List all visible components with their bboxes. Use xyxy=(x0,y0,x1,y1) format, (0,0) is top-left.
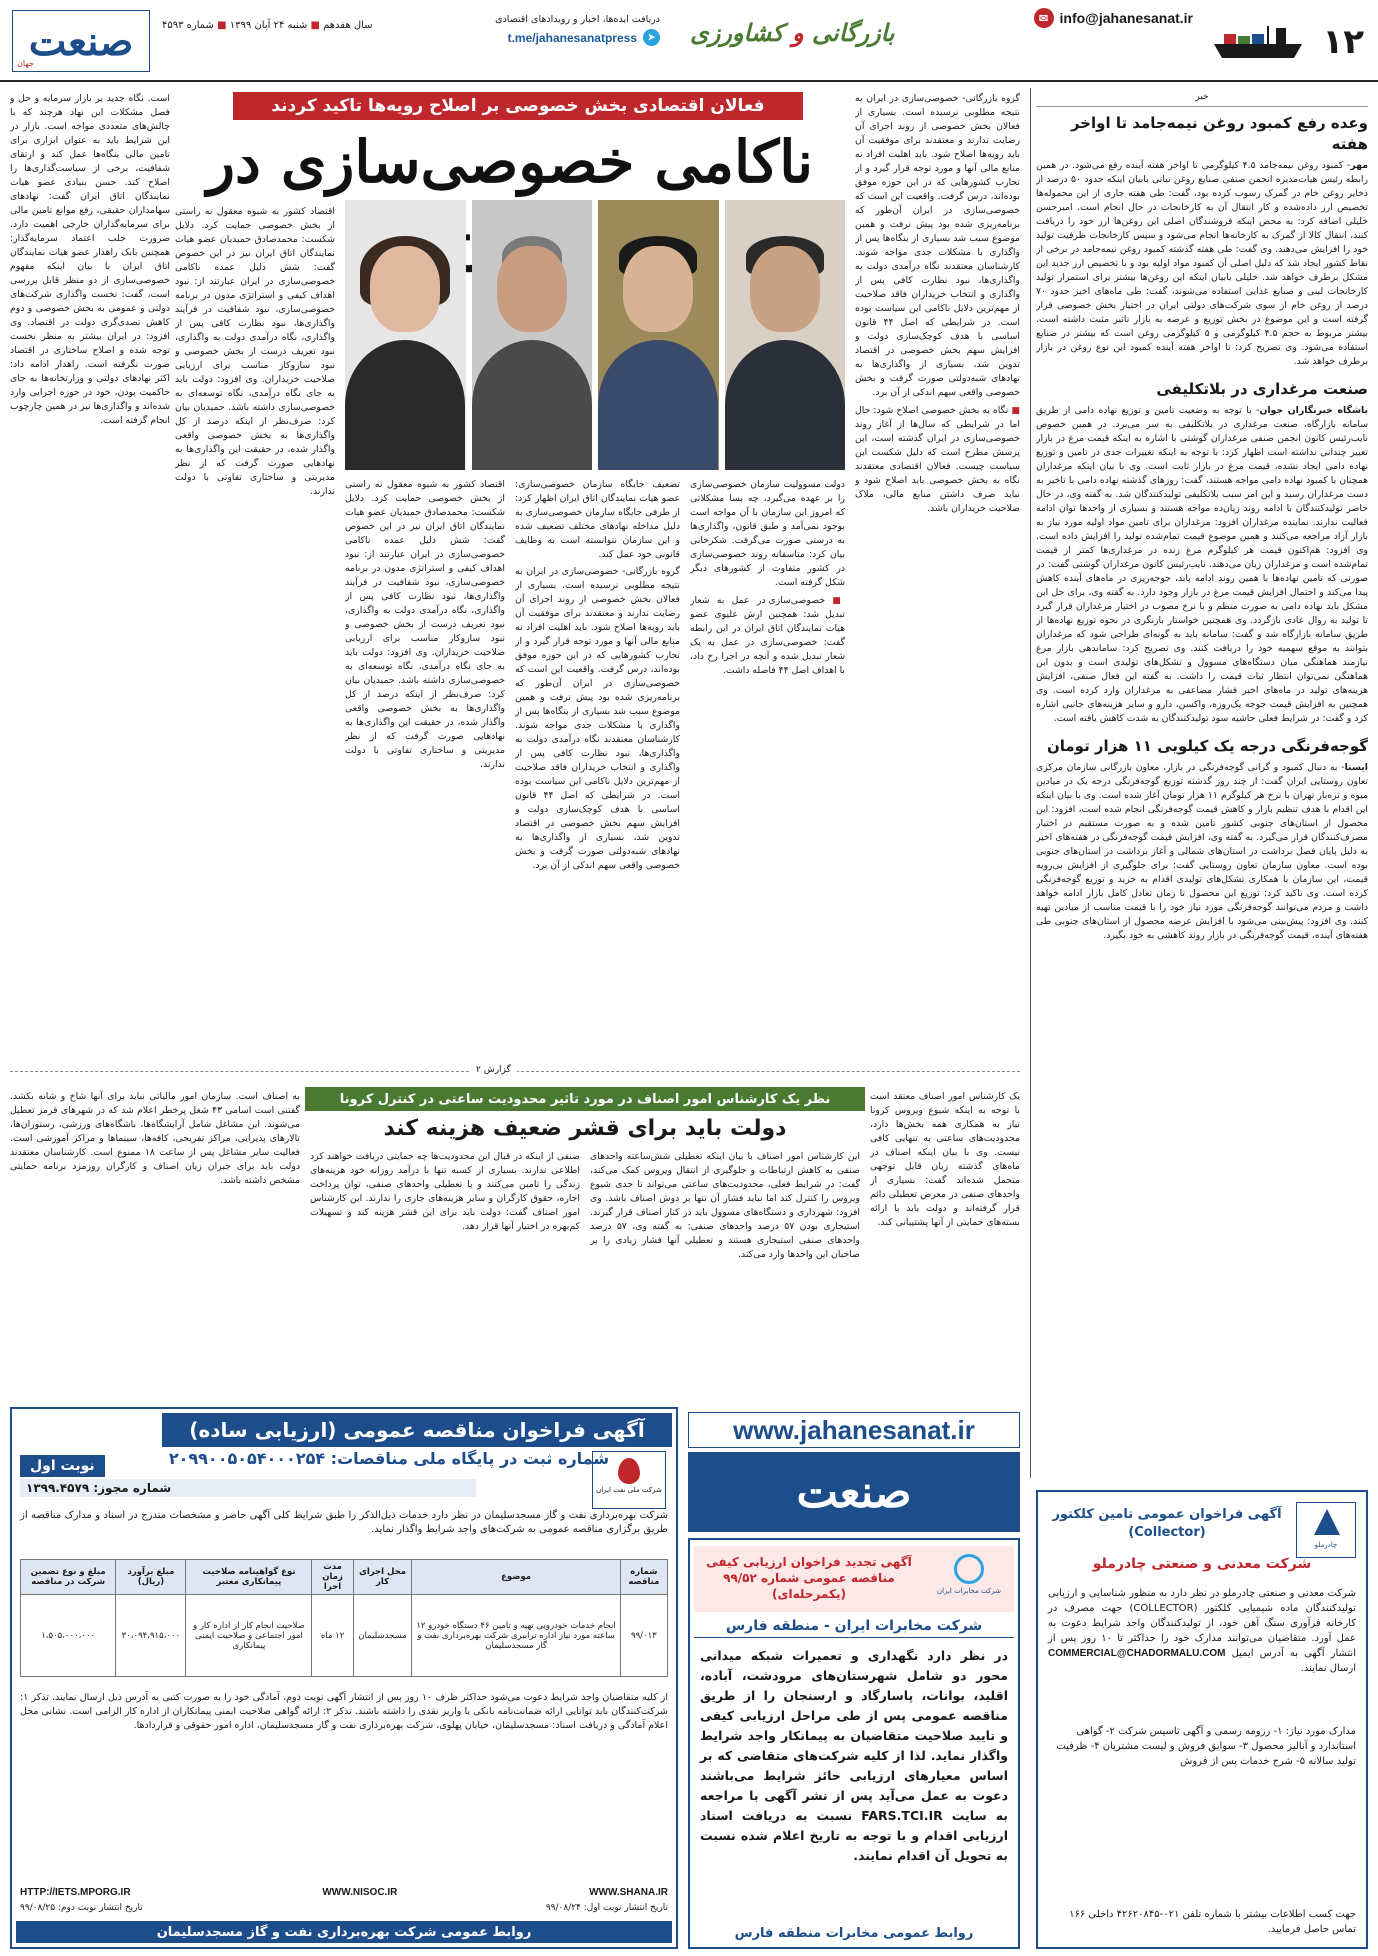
feature-column-c: است. نگاه جدید بر بازار سرمایه و حل و فصل مشکلات این نهاد هرچند که با چالش‌های متعددی مواجه است. بازار در این شرایط باید به عنوان ابزاری برای تامین مالی بنگاه‌ها عمل کند و ارتقای شفافیت، برخی از سیاست‌گذاری‌ها را اصلاح کند. حسن بنیادی عضو هیات نمایندگان اتاق ایران گفت: نهادهای سهامداران حقیقی، رفع موانع تامین مالی برای سرمایه‌گذاران خارجی اهمیت دارد. ضرورت جلب اعتماد سرمایه‌گذار: همچنین بابک راهدار عضو هیات نمایندگان اتاق ایران با بیان اینکه مفهوم خصوصی‌سازی از دو منظر قابل بررسی است، گفت: نخست واگذاری شرکت‌های دولتی و عمومی به بخش خصوصی و دوم کاهش تصدی‌گری دولت در اقتصاد. وی افزود: در ایران بیشتر به منظر نخست توجه شده و اصلاح ساختاری در اقتصاد صورت نگرفته است. راهدار ادامه داد: اکثر نهادهای دولتی و وزارتخانه‌ها به جای حاکمیت بودن، خود در حوزه اجرایی وارد شده‌اند و واگذاری‌ها نیز در همین چارچوب انجام گرفته است. xyxy=(10,93,170,426)
cargo-ship-icon xyxy=(1210,24,1306,60)
table-header: مدت زمان اجرا xyxy=(312,1560,353,1595)
tender-license: شماره مجوز: ۱۳۹۹.۴۵۷۹ xyxy=(20,1479,476,1497)
mail-icon: ✉ xyxy=(1034,8,1054,28)
telegram-link[interactable]: t.me/jahanesanatpress ➤ xyxy=(430,29,660,46)
table-header: مبلغ برآورد (ریال) xyxy=(116,1560,186,1595)
feature-column-d2: تضعیف جایگاه سازمان خصوصی‌سازی: عضو هیات نمایندگان اتاق ایران اظهار کرد: از طرفی جایگاه سازمان خصوصی‌سازی به دلیل مداخله نهادهای مختلف تضعیف شده و این سازمان نتوانسته است به وظایف قانونی خود عمل کند. گروه بازرگانی- خصوصی‌سازی در ایران به نتیجه مطلوبی نرسیده است. بسیاری از فعالان بخش خصوصی از روند اجرای آن رضایت ندارند و معتقدند برای موفقیت آن باید رویه‌ها اصلاح شود. باید اهلیت افراد نه منابع مالی آنها و مورد توجه قرار گیرد و از تجارب کشورهایی که در این حوزه موفق بوده‌اند، درس گرفت. واقعیت این است که خصوصی‌سازی در ایران آن‌طور که برنامه‌ریزی شده بود پیش نرفت و همین موضوع سبب شد بسیاری از بنگاه‌ها پس از واگذاری با مشکلات جدی مواجه شوند. کارشناسان معتقدند نگاه درآمدی دولت به واگذاری‌ها، نبود نظارت کافی پس از واگذاری و انتخاب خریداران فاقد صلاحیت از مهم‌ترین دلایل ناکامی این سیاست بوده است. در شرایطی که اصل ۴۴ قانون اساسی با هدف کوچک‌سازی دولت و افزایش سهم بخش خصوصی در اقتصاد تدوین شد، بسیاری از واگذاری‌ها به نهادهای شبه‌دولتی صورت گرفت و بخش خصوصی واقعی سهم اندکی از آن برد. xyxy=(515,479,680,871)
telecom-org: شرکت مخابرات ایران - منطقه فارس xyxy=(694,1618,1014,1638)
telegram-block xyxy=(430,14,660,46)
tender-turn-badge: نوبت اول xyxy=(20,1455,105,1477)
tender-url-link[interactable]: WWW.NISOC.IR xyxy=(322,1887,398,1898)
telecom-ad-sign: روابط عمومی مخابرات منطقه فارس xyxy=(734,1926,974,1941)
chadormalu-docs-list: مدارک مورد نیاز: ۱- رزومه رسمی و آگهی تاسیس شرکت ۲- گواهی استاندارد و آنالیز محصول ۳- سوابق فروش و لیست مشتریان ۴- ظرفیت تولید سالانه ۵- شرح خدمات پس از فروش xyxy=(1056,1726,1356,1767)
news-title-poultry: صنعت مرغداری در بلاتکلیفی xyxy=(1156,380,1368,398)
tender-urls xyxy=(20,1887,668,1898)
tender-registration: شماره ثبت در پایگاه ملی مناقصات: ۲۰۹۹۰۰۵۰۵۴۰۰۰۲۵۴ xyxy=(168,1449,610,1468)
telegram-icon: ➤ xyxy=(643,29,660,46)
table-header: شماره مناقصه xyxy=(620,1560,667,1595)
feature-photo-strip xyxy=(345,200,845,470)
tender-footer: روابط عمومی شرکت بهره‌برداری نفت و گاز مسجدسلیمان xyxy=(16,1921,672,1943)
masthead xyxy=(0,0,1378,82)
table-header: نوع گواهینامه صلاحیت پیمانکاری معتبر xyxy=(186,1560,312,1595)
news-body-oil: مهر- کمبود روغن نیمه‌جامد ۴.۵ کیلوگرمی تا اواخر هفته آینده رفع می‌شود. در همین رابطه رئیس هیات‌مدیره انجمن صنفی صنایع روغن نباتی بابیان اینکه حدود ۵۰ درصد از ذخایر روغن خام در گمرک رسوب کرده بود، گفت: طی هفته جاری از این محموله‌ها تخصیص ارز داده‌شده و کار انتقال آن به کارخانجات در حال انجام است. امیرحسن خلیلی اضافه کرد: به محض اینکه فروشندگان اصلی این روغن‌ها ارز خود را دریافت کنند، انتقال کالا از گمرک به کارخانه‌ها انجام می‌شود و سپس کارخانجات ظرفیت تولید خود را افزایش می‌دهند. وی گفت: طی هفته گذشته کمبود روغن نیمه‌جامد در برخی از نقاط کشور ایجاد شد که دلیل اصلی آن کمبود مواد اولیه بود و با تخصیص ارز جدید این مشکل برطرف خواهد شد. خلیلی بابیان اینکه این روغن‌ها بیشتر برای استمرار تولید کارخانجات لبنی و صنایع غذایی استفاده می‌شوند، گفت: طی ماه‌های اخیر حدود ۷۰ درصد از روغن خام از سوی شرکت‌های دولتی ایران در اختیار بخش خصوصی قرار گرفته است و این موضوع در بخش توزیع و عرضه به بازار تاثیر مثبت داشته است. بیشتر مربوط به حجم ۴.۵ کیلوگرمی و ۵ کیلوگرمی روغن است که بیشتر در صنایع استفاده می‌شود. وی تصریح کرد: تا اواخر هفته آینده کمبود این نوع روغن در بازار برطرف خواهد شد. xyxy=(1036,160,1368,367)
chadormalu-ad xyxy=(1036,1490,1368,1949)
chadormalu-ad-title: آگهی فراخوان عمومی تامین کلکتور (Collector) xyxy=(1052,1507,1282,1540)
news-body-tomato: ایسنا- به دنبال کمبود و گرانی گوجه‌فرنگی در بازار، معاون بازرگانی سازمان مرکزی تعاون روستایی ایران گفت: از چند روز گذشته توزیع گوجه‌فرنگی درجه یک در میادین میوه و تره‌بار تهران با نرخ هر کیلوگرم ۱۱ هزار تومان آغاز شده است. وی با بیان اینکه این اقدام با هدف تنظیم بازار و کاهش قیمت گوجه‌فرنگی انجام شده است، افزود: این محصول از استان‌های جنوبی کشور تامین شده و به صورت مستقیم در اختیار مصرف‌کنندگان قرار می‌گیرد. به گفته وی، افزایش قیمت گوجه‌فرنگی در هفته‌های اخیر به دلیل پایان فصل برداشت در استان‌های شمالی و آغاز برداشت در استان‌های جنوبی بوده است. معاون سازمان تعاون روستایی گفت: برای جلوگیری از افزایش بی‌رویه قیمت، این سازمان با همکاری تشکل‌های تولیدی اقدام به خرید و توزیع گوجه‌فرنگی کرده است. وی تاکید کرد: توزیع این محصول تا زمان تعادل کامل بازار ادامه خواهد داشت و مردم می‌توانند گوجه‌فرنگی مورد نیاز خود را با قیمت مناسب از میادین تهیه کنند. وی افزود: پیش‌بینی می‌شود با افزایش عرضه محصول از استان‌های جنوبی طی هفته‌های آینده، قیمت گوجه‌فرنگی در بازار روند کاهشی به خود بگیرد. xyxy=(1036,762,1368,941)
news-title-oil: وعده رفع کمبود روغن نیمه‌جامد تا اواخر هفته xyxy=(1070,114,1368,153)
table-header: محل اجرای کار xyxy=(353,1560,412,1595)
chadormalu-logo: چادرملو xyxy=(1296,1502,1356,1558)
tender-intro: شرکت بهره‌برداری نفت و گاز مسجدسلیمان در نظر دارد خدمات ذیل‌الذکر را طبق شرایط کلی آگهی حاضر و مشخصات مندرج در اسناد و مدارک مناقصه از طریق برگزاری مناقصه عمومی به شرکت‌های واجد شرایط واگذار نماید. xyxy=(20,1510,668,1535)
feature-column-d3: اقتصاد کشور به شیوه معقول نه راستی از بخش خصوصی حمایت کرد. دلایل شکست: محمدصادق حمیدیان عضو هیات نمایندگان اتاق ایران نیز در این خصوص گفت: شش دلیل عمده ناکامی خصوصی‌سازی در ایران عبارتند از: نبود اهداف کیفی و استراتژی مدون در برنامه خصوصی‌سازی، نبود شفافیت در فرآیند واگذاری‌ها، نبود نظارت کافی پس از واگذاری، نگاه درآمدی دولت به واگذاری، نبود تعریف درست از بخش خصوصی و نبود سازوکار مناسب برای ارزیابی صلاحیت خریداران. وی افزود: دولت باید به جای نگاه درآمدی، نگاه توسعه‌ای به خصوصی‌سازی داشته باشد. حمیدیان بیان کرد: صرف‌نظر از اینکه درصد از کل واگذاری‌ها به بخش خصوصی واقعی واگذار شده، در حقیقت این واگذاری‌ها به نهادهایی صورت گرفت که از نظر مدیریتی و ساختاری تفاوتی با دولت ندارند. xyxy=(345,479,505,770)
chadormalu-ad-body: شرکت معدنی و صنعتی چادرملو در نظر دارد به منظور شناسایی و ارزیابی تولیدکنندگان ماده شیمیایی کلکتور (COLLECTOR) جهت مصرف در کارخانه فرآوری سنگ آهن خود، از تولیدکنندگان واجد شرایط دعوت به عمل آورد. متقاضیان می‌توانند مدارک خود را حداکثر تا ۱۰ روز پس از انتشار آگهی به آدرس ایمیل COMMERCIAL@CHADORMALU.COM ارسال نمایند. xyxy=(1048,1588,1356,1674)
report-column-4: یک کارشناس امور اصناف معتقد است با توجه به اینکه شیوع ویروس کرونا نیاز به همکاری همه بخش‌ها دارد، محدودیت‌های ساعتی به تنهایی کافی نیست. وی با بیان اینکه اصناف در ماه‌های گذشته زیان قابل توجهی متحمل شده‌اند گفت: بسیاری از واحدهای صنفی در معرض تعطیلی دائم قرار گرفته‌اند و دولت باید با ارائه بسته‌های حمایتی از آنها پشتیبانی کند. xyxy=(870,1091,1020,1228)
oil-company-emblem: شرکت ملی نفت ایران xyxy=(592,1451,666,1509)
tender-table xyxy=(20,1559,668,1677)
person-photo-3 xyxy=(472,200,593,470)
newspaper-logo-ad: صنعت xyxy=(688,1452,1020,1532)
section-title: بازرگانی و کشاورزی xyxy=(690,18,895,47)
website-ad[interactable]: www.jahanesanat.ir xyxy=(688,1412,1020,1448)
report-column-3: این کارشناس امور اصناف با بیان اینکه تعطیلی شش‌ساعته واحدهای صنفی به کاهش ارتباطات و جلوگیری از انتقال ویروس کمک می‌کند، گفت: در شرایط فعلی، محدودیت‌های ساعتی می‌تواند تا حدی شیوع ویروس را کنترل کند اما نباید فشار آن تنها بر دوش اصناف باشد. وی افزود: شهرداری و دستگاه‌های مسوول باید در کنار اصناف قرار گیرند. استیجاری بودن ۵۷ درصد واحدهای صنفی: به گفته وی، ۵۷ درصد واحدهای صنفی استیجاری هستند و تعطیلی آنها فشار زیادی را بر صاحبان این واحدها وارد می‌کند. xyxy=(590,1151,860,1260)
tender-url-link[interactable]: WWW.SHANA.IR xyxy=(589,1887,668,1898)
report-headline: دولت باید برای قشر ضعیف هزینه کند xyxy=(383,1116,787,1141)
telecom-ad-title: آگهی تجدید فراخوان ارزیابی کیفی مناقصه عمومی شماره ۹۹/۵۲ (یکمرحله‌ای) xyxy=(706,1555,912,1601)
tender-url-link[interactable]: HTTP://IETS.MPORG.IR xyxy=(20,1887,131,1898)
news-title-tomato: گوجه‌فرنگی درجه یک کیلویی ۱۱ هزار تومان xyxy=(1046,737,1368,755)
table-row: ۹۹/۰۱۳ انجام خدمات خودرویی تهیه و تامین ۴۶ دستگاه خودرو ۱۲ ساعته مورد نیاز اداره تراببری شرکت بهره‌برداری نفت و گاز مسجدسلیمان مسجدسلیمان ۱۲ ماه صلاحیت انجام کار از اداره کار و امور اجتماعی و صلاحیت ایمنی پیمانکاری ۳۰،۰۹۴،۹۱۵،۰۰۰ ۱،۵۰۵،۰۰۰،۰۰۰ xyxy=(21,1595,668,1677)
news-body-poultry: باشگاه خبرنگاران جوان- با توجه به وضعیت تامین و توزیع نهاده دامی از طریق سامانه بازارگاه، صنعت مرغداری در بلاتکلیفی به سر می‌برد. در همین خصوص نایب‌رئیس کانون انجمن صنفی مرغداران گوشتی با اشاره به اینکه قیمت مرغ در بازار تغییر چندانی نداشته است اظهار کرد: با توجه به اینکه تغییرات جدی در تامین و توزیع نهاده دامی ایجاد نشده، قیمت مرغ در بازار ثابت است. وی با بیان اینکه مرغداران همچنان با کمبود نهاده دامی مواجه هستند، گفت: روزهای گذشته نهاده دامی با تاخیر به دست مرغداران رسید و این امر سبب بلاتکلیفی تولیدکنندگان شد. به گفته وی، در حال حاضر تولیدکنندگان با ادامه روند زیان‌ده مواجه هستند و بسیاری از واحدها توان ادامه فعالیت ندارند. نماینده مرغداران افزود: مرغداران برای تامین مواد اولیه مورد نیاز به بازار آزاد مراجعه می‌کنند و همین موضوع قیمت تمام‌شده تولید را افزایش داده است. وی افزود: هم‌اکنون قیمت هر کیلوگرم مرغ زنده در مرغداری‌ها کمتر از قیمت تمام‌شده است و مرغداران زیان می‌دهند. نایب‌رئیس کانون مرغداران گوشتی گفت: در صورتی که تامین نهاده‌ها با همین روند ادامه یابد، جوجه‌ریزی در ماه‌های آینده کاهش پیدا می‌کند و احتمال افزایش قیمت مرغ در بازار وجود دارد. به گفته وی، برای حل این مشکل باید نهاده دامی به صورت منظم و با نرخ مصوب در اختیار مرغداران قرار گیرد تا تولید به روال عادی بازگردد. وی همچنین خواستار بازنگری در نحوه توزیع نهاده‌ها از طریق سامانه بازارگاه شد و گفت: سامانه باید به گونه‌ای طراحی شود که مرغداران بتوانند به موقع سهمیه خود را دریافت کنند. وی تصریح کرد: ساماندهی بازار مرغ نیازمند هماهنگی میان دستگاه‌های مسوول و تشکل‌های تولیدی است و بدون این هماهنگی نمی‌توان انتظار ثبات قیمت را داشت. به گفته این فعال صنفی، افزایش هزینه‌های تولید در ماه‌های اخیر فشار مضاعفی به مرغداران وارد کرده است. وی همچنین به افزایش قیمت جوجه یک‌روزه، واکسن، دارو و سایر هزینه‌های جانبی اشاره کرد و گفت: در شرایط فعلی حاشیه سود تولیدکنندگان به شدت کاهش یافته است. xyxy=(1036,405,1368,724)
chadormalu-company: شرکت معدنی و صنعتی چادرملو xyxy=(1092,1556,1312,1572)
table-header: مبلغ و نوع تضمین شرکت در مناقصه xyxy=(21,1560,116,1595)
chadormalu-email[interactable]: COMMERCIAL@CHADORMALU.COM xyxy=(1048,1648,1226,1659)
table-header: موضوع xyxy=(412,1560,620,1595)
tender-ad xyxy=(10,1407,678,1949)
newspaper-logo: صنعت جهان xyxy=(12,10,150,72)
report-supertitle: نظر یک کارشناس امور اصناف در مورد تاثیر محدودیت ساعتی در کنترل کرونا xyxy=(305,1087,865,1111)
feature-column-d1: دولت مسوولیت سازمان خصوصی‌سازی را بر عهده می‌گیرد، چه بسا مشکلاتی که امروز این سازمان با آن مواجه است بوجود نمی‌آمد و طبق قانون، واگذاری‌ها به درستی صورت می‌گرفت. شکرخانی بیان کرد: متاسفانه روند خصوصی‌سازی در کشور متفاوت از کشورهای دیگر شکل گرفته است. ■ خصوصی‌سازی در عمل به شعار تبدیل شد: همچنین ارش علیوی عضو هیات نمایندگان اتاق ایران در این رابطه گفت: خصوصی‌سازی در عمل به یک شعار تبدیل شده و آنچه در اجرا رخ داد، با اهداف اصل ۴۴ فاصله داشت. xyxy=(690,478,845,1058)
telecom-logo: شرکت مخابرات ایران xyxy=(934,1554,1004,1608)
report-column-2: صنفی از اینکه در قبال این محدودیت‌ها چه حمایتی دریافت خواهند کرد اطلاعی ندارند. بسیاری از کسبه تنها با درآمد روزانه خود هزینه‌های زندگی را تامین می‌کنند و با تعطیلی واحدهای صنفی، توان پرداخت اجاره، حقوق کارگران و سایر هزینه‌های جاری را ندارند. این کارشناس امور اصناف گفت: دولت باید برای این قشر هزینه کند و تسهیلات کم‌بهره در اختیار آنها قرار دهد. xyxy=(310,1151,580,1232)
person-photo-2 xyxy=(598,200,719,470)
issue-info: سال هفدهم ■ شنبه ۲۴ آبان ۱۳۹۹ ■ شماره ۴۵۹۳ xyxy=(162,20,373,31)
telecom-ad-body: در نظر دارد نگهداری و تعمیرات شبکه میدانی محور دو شامل شهرستان‌های مرودشت، آباده، اقلید، بوانات، پاسارگاد و ارسنجان را از طریق مناقصه عمومی پس از طی مراحل ارزیابی کیفی و تایید صلاحیت متقاضیان به پیمانکار واجد شرایط واگذار نماید. لذا از کلیه شرکت‌های متقاضی که بر اساس معیارهای ارزیابی حائز شرایط می‌باشند دعوت به عمل می‌آید پس از نشر آگهی با مراجعه به سایت FARS.TCI.IR نسبت به دریافت اسناد ارزیابی اقدام و با توجه به تاریخ اعلام شده نسبت به تحویل آن اقدام نمایند. xyxy=(700,1648,1008,1863)
feature-supertitle: فعالان اقتصادی بخش خصوصی بر اصلاح رویه‌ها تاکید کردند xyxy=(233,92,803,120)
telegram-caption: دریافت ایده‌ها، اخبار و رویدادهای اقتصادی xyxy=(495,14,660,25)
tender-publish-dates: تاریخ انتشار نوبت اول: ۹۹/۰۸/۲۴ تاریخ انتشار نوبت دوم: ۹۹/۰۸/۲۵ xyxy=(20,1903,668,1913)
feature-column-intro: گروه بازرگانی- خصوصی‌سازی در ایران به نتیجه مطلوبی نرسیده است. بسیاری از فعالان بخش خصوصی از روند اجرای آن رضایت ندارند و معتقدند برای موفقیت آن باید رویه‌ها اصلاح شود. باید اهلیت افراد نه منابع مالی آنها و مورد توجه قرار گیرد و از تجارب کشورهایی که در این حوزه موفق بوده‌اند، درس گرفت. واقعیت این است که خصوصی‌سازی در ایران آن‌طور که برنامه‌ریزی شده بود پیش نرفت و همین موضوع سبب شد بسیاری از بنگاه‌ها پس از واگذاری با مشکلات جدی مواجه شوند. کارشناسان معتقدند نگاه درآمدی دولت به واگذاری‌ها، نبود نظارت کافی پس از واگذاری و انتخاب خریداران فاقد صلاحیت از مهم‌ترین دلایل ناکامی این سیاست بوده است. در شرایطی که اصل ۴۴ قانون اساسی با هدف کوچک‌سازی دولت و افزایش سهم بخش خصوصی در اقتصاد تدوین شد، بسیاری از واگذاری‌ها به نهادهای شبه‌دولتی صورت گرفت و بخش خصوصی واقعی سهم اندکی از آن برد. ■ نگاه به بخش خصوصی اصلاح شود: حال اما در شرایطی که سال‌ها از آغاز روند خصوصی‌سازی در ایران گذشته است، این پرسش مطرح است که دلیل شکست این سیاست چیست. فعالان اقتصادی معتقدند نگاه به بخش خصوصی باید اصلاح شود و نباید صرف داشتن منابع مالی، ملاک صلاحیت خریداران باشد. xyxy=(855,92,1020,1057)
right-news-column xyxy=(1036,90,1368,1475)
feature-column-b: اقتصاد کشور به شیوه معقول نه راستی از بخش خصوصی حمایت کرد. دلایل شکست: محمدصادق حمیدیان عضو هیات نمایندگان اتاق ایران نیز در این خصوص گفت: شش دلیل عمده ناکامی خصوصی‌سازی در ایران عبارتند از: نبود اهداف کیفی و استراتژی مدون در برنامه خصوصی‌سازی، نبود شفافیت در فرآیند واگذاری‌ها، نبود نظارت کافی پس از واگذاری، نگاه درآمدی دولت به واگذاری، نبود تعریف درست از بخش خصوصی و نبود سازوکار مناسب برای ارزیابی صلاحیت خریداران. وی افزود: دولت باید به جای نگاه درآمدی، نگاه توسعه‌ای به خصوصی‌سازی داشته باشد. حمیدیان بیان کرد: صرف‌نظر از اینکه درصد از کل واگذاری‌ها به بخش خصوصی واقعی واگذار شده، در حقیقت این واگذاری‌ها به نهادهایی صورت گرفت که از نظر مدیریتی و ساختاری تفاوتی با دولت ندارند. xyxy=(175,206,335,497)
chadormalu-phones: جهت کسب اطلاعات بیشتر با شماره تلفن ۰۲۱-۴۲۶۲۰۸۴۵ داخلی ۱۶۶ تماس حاصل فرمایید. xyxy=(1069,1909,1356,1935)
email-address[interactable]: ✉ info@jahanesanat.ir xyxy=(1034,8,1193,28)
tender-header: آگهی فراخوان مناقصه عمومی (ارزیابی ساده) xyxy=(162,1413,672,1447)
telecom-tender-ad xyxy=(688,1538,1020,1949)
report-tag: گزارش ۲ xyxy=(470,1065,517,1075)
page-number: ۱۲ xyxy=(1322,22,1364,62)
person-photo-4 xyxy=(345,200,466,470)
person-photo-1 xyxy=(725,200,846,470)
tender-notes: از کلیه متقاضیان واجد شرایط دعوت می‌شود حداکثر ظرف ۱۰ روز پس از انتشار آگهی نوبت دوم، آمادگی خود را به صورت کتبی به آدرس ذیل ارسال نمایند. تذکر ۱: شرکت‌کنندگان باید توانایی ارائه ضمانت‌نامه بانکی یا واریز نقدی را داشته باشند. تذکر ۲: ارائه گواهی صلاحیت ایمنی پیمانکاران از اداره کار الزامی است. نشانی محل اعلام آمادگی و دریافت اسناد: مسجدسلیمان، خیابان پهلوی، شرکت بهره‌برداری نفت و گاز مسجدسلیمان، اداره امور حقوقی و قراردادها. xyxy=(20,1692,669,1731)
feature-headline: ناکامی خصوصی‌سازی در xyxy=(206,128,814,196)
feature-subhead-privatization-slogan: ■ خصوصی‌سازی در عمل به شعار تبدیل شد: همچنین ارش علیوی عضو هیات نمایندگان اتاق ایران در این رابطه گفت: خصوصی‌سازی در عمل به یک شعار تبدیل شده و آنچه در اجرا رخ داد، با اهداف اصل ۴۴ فاصله داشت. xyxy=(690,594,845,678)
column-divider xyxy=(1030,88,1031,1478)
report-column-1: به اصناف است. سازمان امور مالیاتی نباید برای آنها شاخ و شانه بکشد. گفتنی است اسامی ۴۳ شغل پرخطر اعلام شد که در شهرهای قرمز تعطیل می‌شوند. این مشاغل شامل آرایشگاه‌ها، باشگاه‌های ورزشی، رستوران‌ها، تالارهای پذیرایی، مراکز تفریحی، کافه‌ها، سینماها و مراکز آموزشی است. فعالیت سایر مشاغل پس از ساعت ۱۸ ممنوع است. کارشناسان معتقدند دولت باید برای جبران زیان اصناف و کارگران روزمزد برنامه حمایتی مشخص داشته باشد. xyxy=(10,1091,300,1186)
feature-subhead-1: ■ نگاه به بخش خصوصی اصلاح شود: حال اما در شرایطی که سال‌ها از آغاز روند خصوصی‌سازی در ایران گذشته است، این پرسش مطرح است که دلیل شکست این سیاست چیست. فعالان اقتصادی معتقدند نگاه به بخش خصوصی باید اصلاح شود و نباید صرف داشتن منابع مالی، ملاک صلاحیت خریداران باشد. xyxy=(855,404,1020,516)
news-kicker: خبر xyxy=(1036,90,1368,107)
